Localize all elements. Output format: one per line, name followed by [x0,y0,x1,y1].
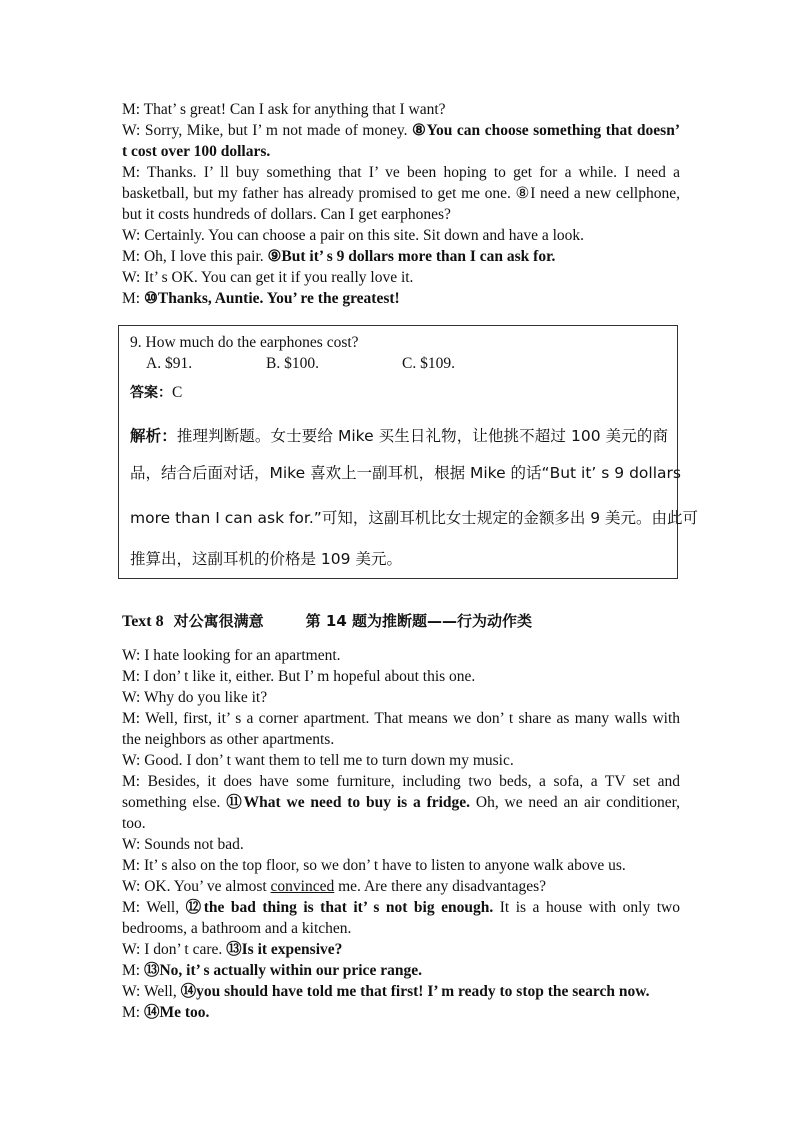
line-text: M: Besides, it does have some furniture, including two beds, a sofa, a TV set and [122,773,680,790]
analysis-line [130,549,668,570]
key-sentence: ⑫the bad thing is that it’ s not big enough. [185,899,494,916]
line-text: W: Sorry, Mike, but I’ m not made of money. [122,122,412,139]
line-text: W: OK. You’ ve almost [122,878,271,895]
line-text: the neighbors as other apartments. [122,731,335,748]
option-a: A. $91. [146,355,193,372]
dialogue-line [122,918,680,939]
dialogue-line [122,120,680,141]
answer-options [146,353,684,374]
line-text: M: It’ s also on the top floor, so we don’ t have to listen to anyone walk above us. [122,857,626,874]
key-sentence: ⑭Me too. [143,1004,210,1021]
question-box [118,325,699,579]
key-sentence: ⑨But it’ s 9 dollars more than I can ask for. [267,248,556,265]
analysis-line [130,463,681,484]
key-sentence: ⑬No, it’ s actually within our price range. [143,962,422,979]
section-heading [122,610,532,631]
dialogue-line [122,876,680,897]
text-label: Text 8 [122,613,164,630]
dialogue-line [122,204,680,225]
dialogue-line [122,771,680,792]
line-text: too. [122,815,146,832]
line-text: M: That’ s great! Can I ask for anything that I want? [122,101,446,118]
dialogue-line [122,813,680,834]
line-text: M: Well, [122,899,186,916]
line-text: bedrooms, a bathroom and a kitchen. [122,920,352,937]
dialogue-line [122,645,680,666]
line-text: W: Well, [122,983,181,1000]
dialogue-line [122,687,680,708]
dialogue-line [122,897,680,918]
line-text: W: Certainly. You can choose a pair on this site. Sit down and have a look. [122,227,585,244]
line-text: basketball, but my father has already promised to get me one. ⑧I need a new cellphone, [122,185,680,202]
dialogue-line [122,288,680,309]
key-sentence: ⑩Thanks, Auntie. You’ re the greatest! [143,290,400,307]
line-text: me. Are there any disadvantages? [334,878,546,895]
dialogue-line [122,750,680,771]
line-text: It is a house with only two [493,899,680,916]
dialogue-line [122,183,680,204]
answer-line [130,382,668,404]
key-sentence: t cost over 100 dollars. [122,143,271,160]
analysis-line [130,508,699,529]
analysis-text: more than I can ask for.”可知，这副耳机比女士规定的金额多出 9 美元。由此可 [130,509,699,527]
text-title: 对公寓很满意 [173,612,264,630]
dialogue-line [122,99,680,120]
line-text: M: Well, first, it’ s a corner apartment. That means we don’ t share as many walls with [122,710,680,727]
answer-value: C [172,384,183,401]
line-text: something else. [122,794,227,811]
dialogue-line [122,729,680,750]
dialogue-line [122,1002,680,1023]
dialogue-line [122,960,680,981]
dialogue-line [122,141,680,162]
key-sentence: ⑬Is it expensive? [226,941,343,958]
line-text: W: I hate looking for an apartment. [122,647,341,664]
line-text: M: I don’ t like it, either. But I’ m hopeful about this one. [122,668,476,685]
line-text: W: Good. I don’ t want them to tell me to turn down my music. [122,752,514,769]
line-text: M: [122,290,144,307]
analysis-text: 品，结合后面对话，Mike 喜欢上一副耳机，根据 Mike 的话“But it’ s 9 dollars [130,464,681,482]
option-c: C. $109. [402,355,455,372]
line-text: M: Thanks. I’ ll buy something that I’ ve been hoping to get for a while. I need a [122,164,680,181]
question-text: 9. How much do the earphones cost? [130,334,359,351]
dialogue-line [122,792,680,813]
line-text: W: It’ s OK. You can get it if you really love it. [122,269,414,286]
answer-label: 答案： [130,385,172,401]
option-b: B. $100. [266,355,319,372]
dialogue-line [122,162,680,183]
key-sentence: ⑪What we need to buy is a fridge. [226,794,471,811]
dialogue-line [122,225,680,246]
line-text: M: [122,1004,144,1021]
line-text: M: [122,962,144,979]
analysis-label: 解析： [130,427,177,445]
analysis-text: 推理判断题。女士要给 Mike 买生日礼物，让他挑不超过 100 美元的商 [176,427,668,445]
line-text: W: Why do you like it? [122,689,268,706]
underlined-word: convinced [270,878,335,895]
analysis-line [130,426,668,447]
dialogue-line [122,708,680,729]
line-text: M: Oh, I love this pair. [122,248,268,265]
dialogue-line [122,855,680,876]
line-text: Oh, we need an air conditioner, [470,794,680,811]
analysis-text: 推算出，这副耳机的价格是 109 美元。 [130,550,402,568]
key-sentence: ⑭you should have told me that first! I’ m ready to stop the search now. [180,983,650,1000]
line-text: but it costs hundreds of dollars. Can I get earphones? [122,206,451,223]
line-text: W: Sounds not bad. [122,836,244,853]
dialogue-line [122,666,680,687]
key-sentence: ⑧You can choose something that doesn’ [411,122,681,139]
dialogue-line [122,246,680,267]
dialogue-line [122,834,680,855]
dialogue-line [122,267,680,288]
line-text: W: I don’ t care. [122,941,227,958]
dialogue-line [122,981,680,1002]
question-type-label: 第 14 题为推断题——行为动作类 [305,612,532,630]
dialogue-line [122,939,680,960]
